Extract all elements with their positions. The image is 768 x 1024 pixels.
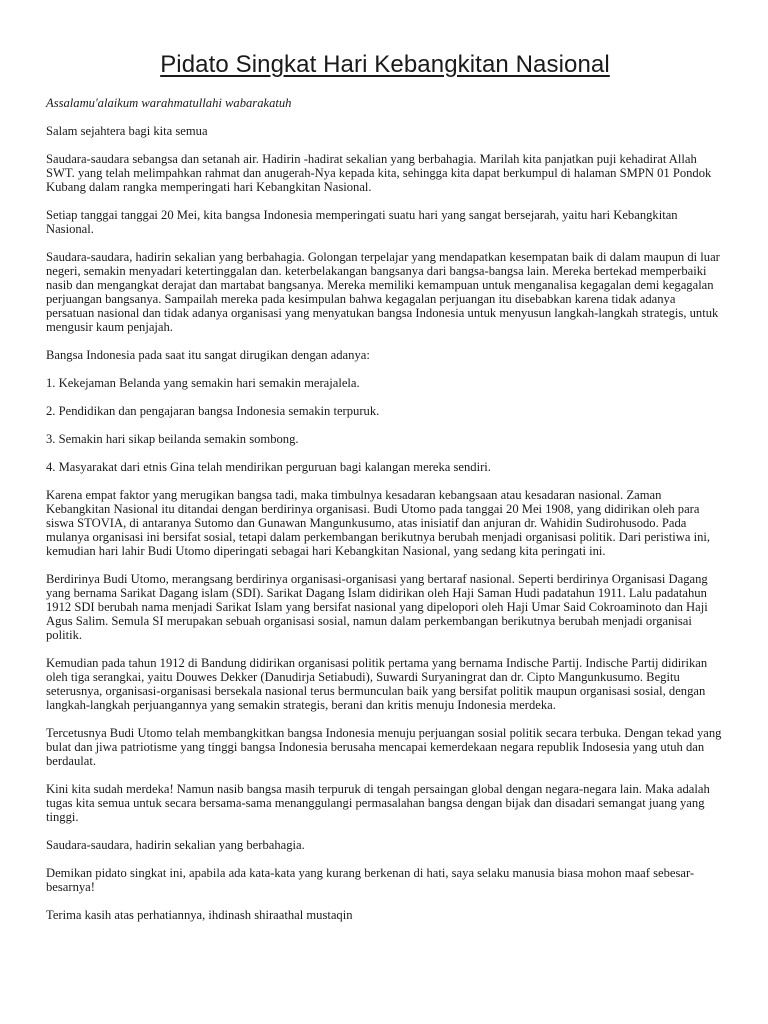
list-item: 3. Semakin hari sikap beilanda semakin sombong. [46, 432, 299, 446]
thanks-paragraph: Terima kasih atas perhatiannya, ihdinash shiraathal mustaqin [46, 908, 353, 922]
document-title: Pidato Singkat Hari Kebangkitan Nasional [160, 51, 610, 78]
body-paragraph: Kemudian pada tahun 1912 di Bandung didirikan organisasi politik pertama yang bernama Indische Partij. Indische Partij didirikan oleh tiga serangkai, yaitu Douwes Dekker (Danudirja Setiabudi), Suwardi Suryaningrat dan dr. Cipto Mangunkusumo. Begitu seterusnya, organisasi-organisasi bersekala nasional terus bermunculan baik yang bersifat politik maupun organisasi sosial, dengan langkah-langkah perjuangannya yang semakin strategis, berani dan kritis menuju Indonesia merdeka. [46, 656, 708, 712]
body-paragraph: Berdirinya Budi Utomo, merangsang berdirinya organisasi-organisasi yang bertaraf nasional. Seperti berdirinya Organisasi Dagang yang bernama Sarikat Dagang islam (SDI). Sarikat Dagang Islam didirikan oleh Haji Saman Hudi padatahun 1911. Lalu padatahun 1912 SDI berubah nama menjadi Sarikat Islam yang bersifat nasional yang dipelopori oleh Haji Umar Said Cokroaminoto dan Haji Agus Salim. Semula SI merupakan sebuah organisasi sosial, namun dalam perkembangan berikutnya berubah menjadi organisai politik. [46, 572, 708, 642]
list-intro-paragraph: Bangsa Indonesia pada saat itu sangat dirugikan dengan adanya: [46, 348, 370, 362]
body-paragraph: Tercetusnya Budi Utomo telah membangkitkan bangsa Indonesia menuju perjuangan sosial politik secara terbuka. Dengan tekad yang bulat dan jiwa patriotisme yang tinggi bangsa Indonesia berusaha mencapai kemerdekaan negara republik Indosesia yang utuh dan berdaulat. [46, 726, 722, 768]
list-item: 1. Kekejaman Belanda yang semakin hari semakin merajalela. [46, 376, 360, 390]
address-paragraph: Saudara-saudara, hadirin sekalian yang berbahagia. [46, 838, 305, 852]
opening-paragraph: Saudara-saudara sebangsa dan setanah air. Hadirin -hadirat sekalian yang berbahagia. Marilah kita panjatkan puji kehadirat Allah SWT. yang telah melimpahkan rahmat dan anugerah-Nya kepada kita, sehingga kita dapat berkumpul di halaman SMPN 01 Pondok Kubang dalam rangka memperingati hari Kebangkitan Nasional. [46, 152, 712, 194]
greeting-paragraph: Assalamu'alaikum warahmatullahi wabarakatuh [46, 96, 292, 110]
list-item: 2. Pendidikan dan pengajaran bangsa Indonesia semakin terpuruk. [46, 404, 380, 418]
salutation-paragraph: Salam sejahtera bagi kita semua [46, 124, 208, 138]
body-paragraph: Kini kita sudah merdeka! Namun nasib bangsa masih terpuruk di tengah persaingan global dengan negara-negara lain. Maka adalah tugas kita semua untuk secara bersama-sama menanggulangi permasalahan bangsa dengan bijak dan disadari semangat juang yang tinggi. [46, 782, 710, 824]
closing-paragraph: Demikan pidato singkat ini, apabila ada kata-kata yang kurang berkenan di hati, saya selaku manusia biasa mohon maaf sebesar-besarnya! [46, 866, 695, 894]
body-paragraph: Saudara-saudara, hadirin sekalian yang berbahagia. Golongan terpelajar yang mendapatkan kesempatan baik di dalam maupun di luar negeri, semakin menyadari ketertinggalan dan. keterbelakangan bangsanya dari bangsa-bangsa lain. Mereka bertekad memperbaiki nasib dan mengangkat derajat dan martabat bangsanya. Mereka memiliki kemampuan untuk menganalisa kegagalan demi kegagalan perjuangan bangsanya. Sampailah mereka pada kesimpulan bahwa kegagalan perjuangan itu disebabkan karena tidak adanya persatuan nasional dan tidak adanya organisasi yang menyatukan bangsa Indonesia untuk menyusun langkah-langkah strategis, untuk mengusir kaum penjajah. [46, 250, 720, 334]
list-item: 4. Masyarakat dari etnis Gina telah mendirikan perguruan bagi kalangan mereka sendiri. [46, 460, 491, 474]
body-paragraph: Karena empat faktor yang merugikan bangsa tadi, maka timbulnya kesadaran kebangsaan atau kesadaran nasional. Zaman Kebangkitan Nasional itu ditandai dengan berdirinya organisasi. Budi Utomo pada tanggai 20 Mei 1908, yang didirikan oleh para siswa STOVIA, di antaranya Sutomo dan Gunawan Mangunkusumo, atas inisiatif dan anjuran dr. Wahidin Sudirohusodo. Pada mulanya organisasi ini bersifat sosial, tetapi dalam perkembangan berikutnya berubah menjadi organisasi politik. Dari peristiwa ini, kemudian hari lahir Budi Utomo diperingati sebagai hari Kebangkitan Nasional, yang sedang kita peringati ini. [46, 488, 711, 558]
date-paragraph: Setiap tanggai tanggai 20 Mei, kita bangsa Indonesia memperingati suatu hari yang sangat bersejarah, yaitu hari Kebangkitan Nasional. [46, 208, 678, 236]
